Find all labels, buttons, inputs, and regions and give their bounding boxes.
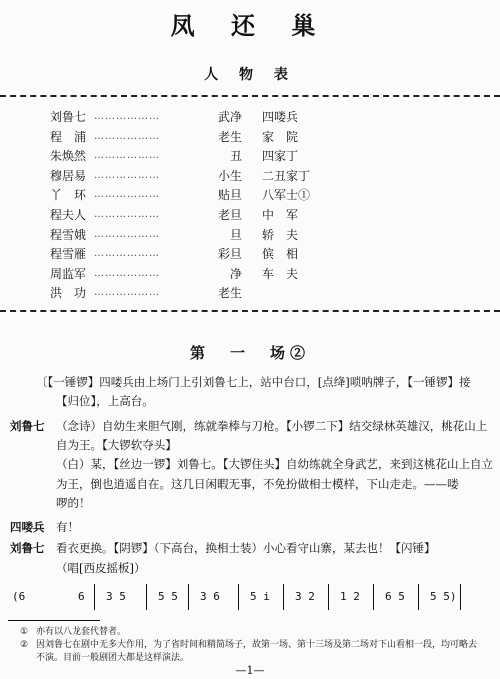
script-line: 为王，倒也逍遥自在。这几日闲暇无事，不免扮做相士模样，下山走走。——喽 [56, 477, 459, 491]
notation-barline [328, 584, 329, 610]
cast-name: 程 浦 [50, 129, 87, 144]
cast-doubling: 家 院 [262, 129, 299, 144]
cast-bottom-divider [0, 310, 500, 312]
cast-name: 洪 功 [50, 286, 87, 301]
cast-role: 老旦 [218, 208, 243, 222]
cast-row [50, 285, 350, 301]
page-number: —1— [235, 664, 265, 677]
footnote-text: 因刘鲁七在剧中无多大作用，为了省时间和精简场子，故第一场、第十三场及第二场对下山看相一段，均可略去 [36, 640, 478, 650]
cast-name: 程夫人 [50, 208, 87, 222]
speaker-name: 刘鲁七 [10, 419, 45, 433]
cast-role: 老生 [218, 286, 243, 301]
notation-cell: 6 [78, 590, 85, 603]
cast-role: 贴旦 [218, 188, 243, 203]
notation-barline [238, 584, 239, 610]
cast-role: 净 [230, 266, 243, 281]
script-line: （唱[西皮摇板]） [56, 561, 146, 575]
script-line: （白）某，【丝边一锣】刘鲁七。【大锣住头】自幼练就全身武艺，来到这桃花山上自立 [56, 457, 493, 471]
notation-cell: 3 6 [200, 590, 220, 603]
cast-doubling: 八军士① [262, 188, 311, 203]
cast-leader: ……………… [94, 287, 160, 299]
notation-cell: 5 5 [158, 590, 178, 603]
cast-row [50, 207, 350, 223]
cast-doubling: 轿 夫 [262, 227, 299, 242]
notation-barline [94, 584, 95, 610]
notation-barline [283, 584, 284, 610]
script-line: 【归位】，上高台。 [56, 394, 154, 408]
cast-leader: ……………… [94, 150, 160, 162]
notation-barline [146, 584, 147, 610]
cast-name: 程雪雁 [50, 247, 87, 262]
cast-doubling: 车 夫 [262, 266, 299, 281]
script-line: 自为王。【大锣软夺头】 [56, 438, 177, 452]
cast-top-divider [0, 95, 500, 97]
cast-doubling: 四家丁 [262, 149, 299, 164]
cast-leader: ……………… [94, 189, 160, 201]
notation-barline [373, 584, 374, 610]
cast-leader: ……………… [94, 248, 160, 260]
notation-cell: 6 5 [385, 590, 405, 603]
notation-cell: 5 i [250, 590, 270, 603]
script-line: 啰的！ [56, 496, 91, 510]
cast-row [50, 148, 350, 164]
notation-barline [460, 584, 461, 610]
cast-leader: ……………… [94, 267, 160, 279]
notation-cell: 1 2 [340, 590, 360, 603]
cast-role: 旦 [230, 227, 243, 242]
cast-leader: ……………… [94, 130, 160, 142]
cast-row [50, 109, 350, 125]
notation-cell: 5 5) [430, 590, 457, 603]
speaker-name: 四喽兵 [10, 520, 45, 534]
cast-row [50, 227, 350, 243]
footnote-rule [8, 620, 100, 621]
cast-name: 丫 环 [50, 188, 87, 203]
footnote-text: 不演。目前一般剧团大都是这样演法。 [36, 653, 190, 663]
notation-barline [418, 584, 419, 610]
script-line: 〔【一锤锣】四喽兵由上场门上引刘鲁七上，站中台口，[点绛]唢呐牌子，【一锤锣】接 [36, 375, 471, 389]
cast-heading: 人 物 表 [204, 67, 296, 83]
cast-leader: ……………… [94, 111, 160, 122]
cast-name: 周监军 [50, 266, 87, 281]
cast-leader: ……………… [94, 228, 160, 240]
notation-cell: 3 2 [295, 590, 315, 603]
script-line: 看衣更换。【阴锣】（下高台，换相士装）小心看守山寨，某去也！【闪锤】 [56, 541, 436, 555]
music-notation [8, 582, 492, 612]
cast-leader: ……………… [94, 169, 160, 181]
cast-row [50, 187, 350, 203]
speaker-name: 刘鲁七 [10, 541, 45, 555]
cast-role: 小生 [218, 168, 243, 183]
cast-doubling: 四喽兵 [262, 110, 299, 124]
footnote-mark: ② [20, 640, 29, 650]
scene-title: 第 一 场② [189, 344, 310, 362]
cast-name: 朱焕然 [50, 149, 87, 164]
notation-barline [188, 584, 189, 610]
cast-doubling: 傧 相 [262, 247, 299, 262]
cast-name: 刘鲁七 [50, 110, 87, 124]
cast-leader: ……………… [94, 209, 160, 220]
cast-doubling: 中 军 [262, 208, 299, 222]
cast-row [50, 266, 350, 282]
cast-role: 老生 [218, 129, 243, 144]
page-title: 凤 还 巢 [170, 11, 330, 40]
cast-row [50, 168, 350, 184]
cast-name: 程雪娥 [50, 227, 87, 242]
cast-doubling: 二丑家丁 [262, 168, 311, 183]
notation-key: (6 [12, 590, 26, 603]
cast-name: 穆居易 [50, 168, 87, 183]
cast-role: 武净 [218, 110, 243, 124]
footnote-mark: ① [20, 627, 29, 637]
cast-row [50, 246, 350, 262]
notation-cell: 3 5 [106, 590, 126, 603]
footnote-text: 亦有以八龙套代替者。 [36, 627, 127, 637]
cast-row [50, 129, 350, 145]
cast-role: 彩旦 [218, 247, 243, 262]
script-line: 有！ [56, 520, 79, 534]
cast-role: 丑 [230, 149, 243, 164]
script-line: （念诗）自幼生来胆气刚，练就拳棒与刀枪。【小锣二下】结交绿林英雄汉，桃花山上 [56, 419, 488, 433]
